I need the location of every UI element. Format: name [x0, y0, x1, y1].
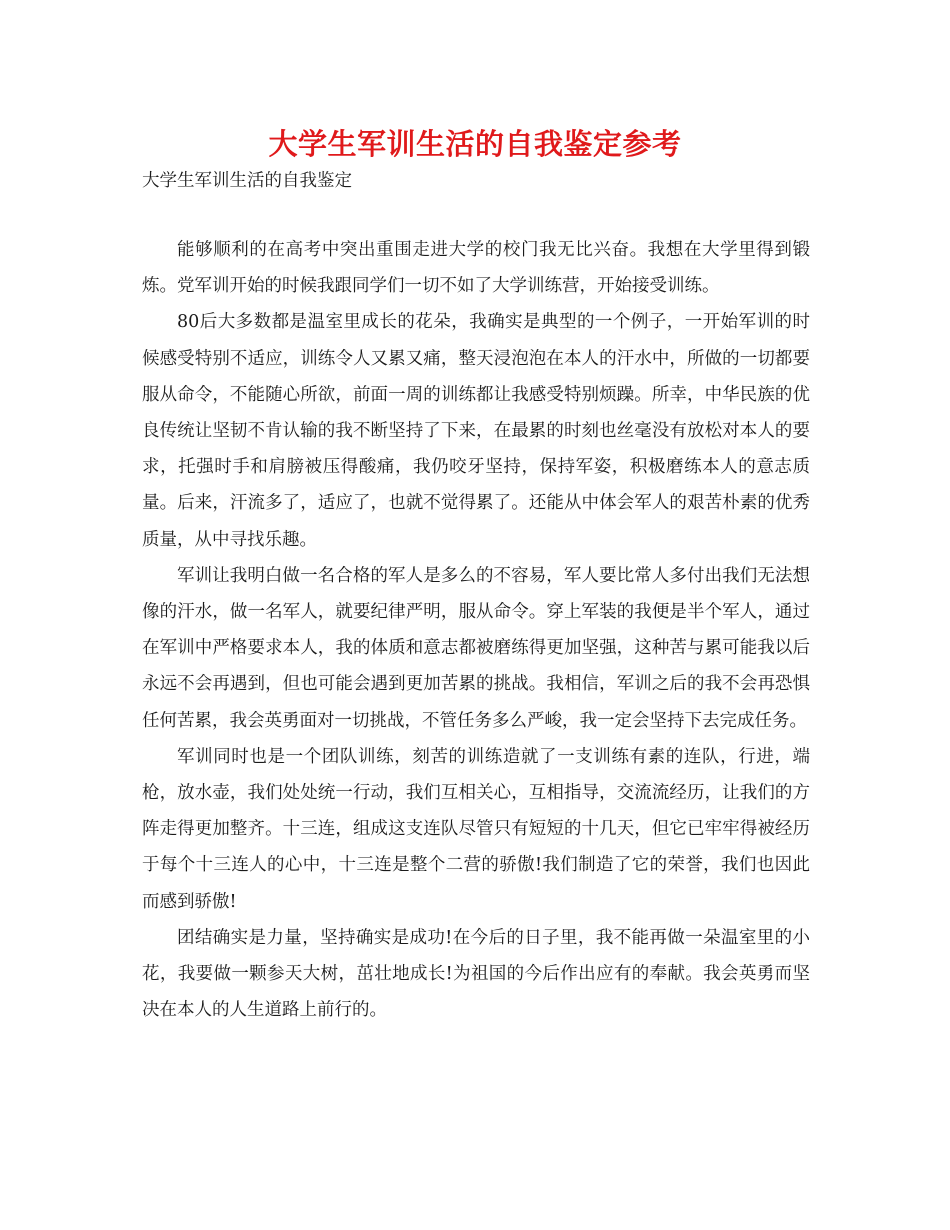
paragraph-3: 军训让我明白做一名合格的军人是多么的不容易，军人要比常人多付出我们无法想像的汗水，做一名军人，就要纪律严明，服从命令。穿上军装的我便是半个军人，通过在军训中严格要求本人，我的体质和意志都被磨练得更加坚强，这种苦与累可能我以后永远不会再遇到，但也可能会遇到更加苦累的挑战。我相信，军训之后的我不会再恐惧任何苦累，我会英勇面对一切挑战，不管任务多么严峻，我一定会坚持下去完成任务。 — [142, 565, 810, 731]
paragraph-1: 能够顺利的在高考中突出重围走进大学的校门我无比兴奋。我想在大学里得到锻炼。党军训开始的时候我跟同学们一切不如了大学训练营，开始接受训练。 — [142, 240, 810, 297]
document-subtitle: 大学生军训生活的自我鉴定 — [142, 171, 352, 191]
document-body — [142, 232, 810, 1028]
paragraph-5: 团结确实是力量，坚持确实是成功!在今后的日子里，我不能再做一朵温室里的小花，我要做一颗参天大树，茁壮地成长!为祖国的今后作出应有的奉献。我会英勇而坚决在本人的人生道路上前行的。 — [142, 927, 810, 1021]
document-title: 大学生军训生活的自我鉴定参考 — [268, 127, 682, 161]
paragraph-2: 80后大多数都是温室里成长的花朵，我确实是典型的一个例子，一开始军训的时候感受特别不适应，训练令人又累又痛，整天浸泡泡在本人的汗水中，所做的一切都要服从命令，不能随心所欲，前面一周的训练都让我感受特别烦躁。所幸，中华民族的优良传统让坚韧不肯认输的我不断坚持了下来，在最累的时刻也丝毫没有放松对本人的要求，托强时手和肩膀被压得酸痛，我仍咬牙坚持，保持军姿，积极磨练本人的意志质量。后来，汗流多了，适应了，也就不觉得累了。还能从中体会军人的艰苦朴素的优秀质量，从中寻找乐趣。 — [142, 312, 810, 550]
paragraph-4: 军训同时也是一个团队训练，刻苦的训练造就了一支训练有素的连队，行进，端枪，放水壶，我们处处统一行动，我们互相关心，互相指导，交流流经历，让我们的方阵走得更加整齐。十三连，组成这支连队尽管只有短短的十几天，但它已牢牢得被经历于每个十三连人的心中，十三连是整个二营的骄傲!我们制造了它的荣誉，我们也因此而感到骄傲! — [142, 746, 810, 912]
